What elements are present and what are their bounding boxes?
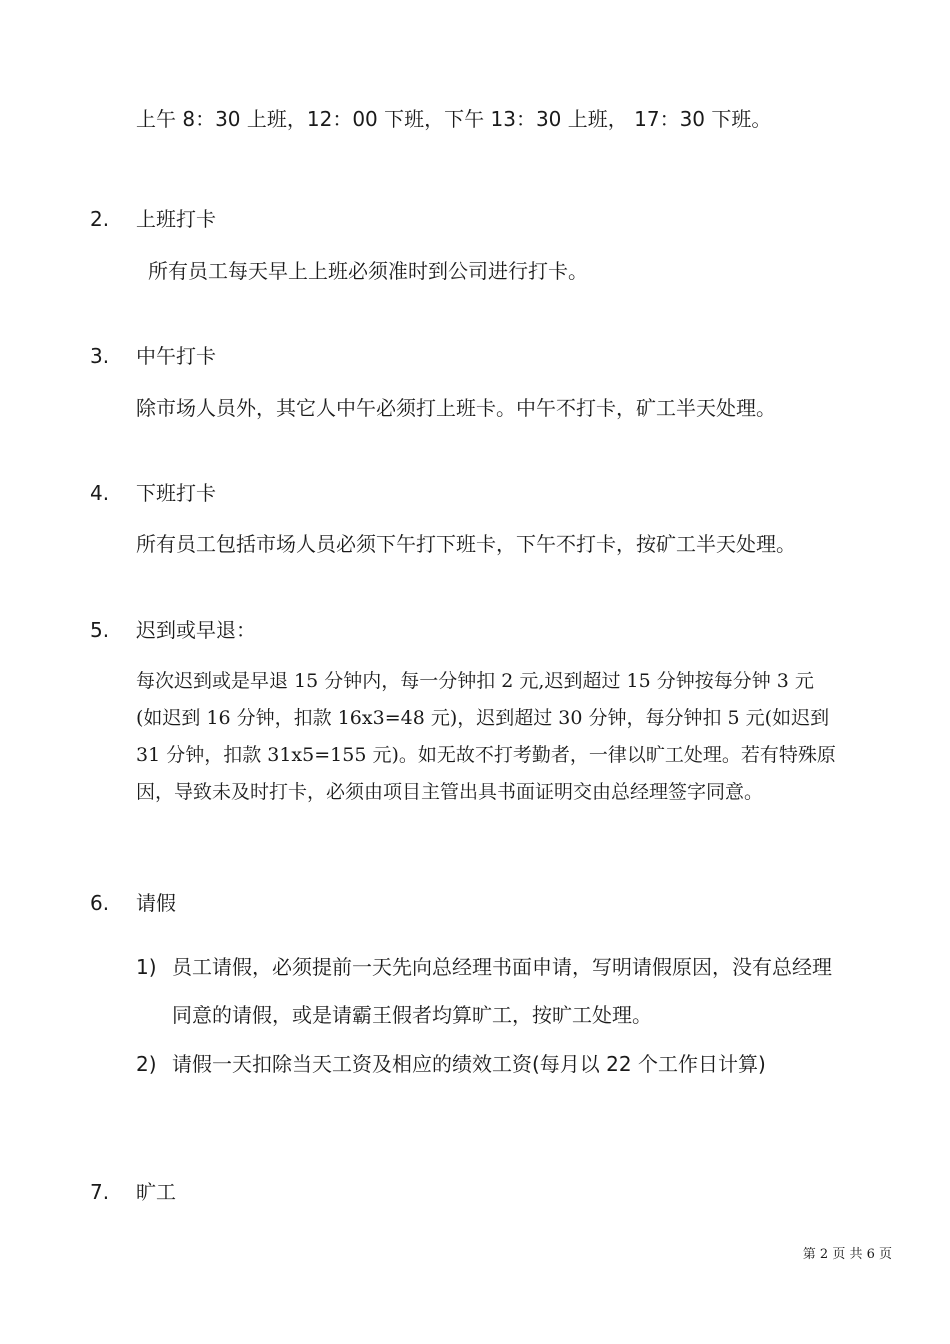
section-5-body-line: 每次迟到或是早退 15 分钟内，每一分钟扣 2 元,迟到超过 15 分钟按每分钟 3 元	[136, 670, 814, 692]
section-6-number: 6.	[90, 891, 110, 915]
section-4-body: 所有员工包括市场人员必须下午打下班卡，下午不打卡，按矿工半天处理。	[136, 532, 796, 556]
section-5-body-line: (如迟到 16 分钟，扣款 16x3=48 元)，迟到超过 30 分钟，每分钟扣 5 元(如迟到	[136, 707, 830, 729]
section-7-number: 7.	[90, 1180, 110, 1204]
page-number-footer: 第 2 页 共 6 页	[802, 1247, 892, 1262]
section-5-body-line: 31 分钟，扣款 31x5=155 元)。如无故不打考勤者，一律以旷工处理。若有特殊原	[136, 744, 836, 766]
section-5-body-line: 因，导致未及时打卡，必须由项目主管出具书面证明交由总经理签字同意。	[136, 781, 764, 803]
leave-item-1-number: 1)	[136, 955, 157, 979]
section-2-title: 上班打卡	[136, 207, 216, 231]
work-hours-text: 上午 8：30 上班，12：00 下班，下午 13：30 上班， 17：30 下班。	[136, 107, 772, 131]
section-6-title: 请假	[136, 891, 176, 915]
section-2-number: 2.	[90, 207, 110, 231]
leave-item-2-line: 请假一天扣除当天工资及相应的绩效工资(每月以 22 个工作日计算)	[172, 1052, 766, 1076]
leave-item-1-line: 同意的请假，或是请霸王假者均算旷工，按旷工处理。	[172, 1003, 652, 1027]
leave-item-2-number: 2)	[136, 1052, 157, 1076]
leave-item-1-line: 员工请假，必须提前一天先向总经理书面申请，写明请假原因，没有总经理	[172, 955, 832, 979]
section-7-title: 旷工	[136, 1180, 176, 1204]
section-4-title: 下班打卡	[136, 481, 216, 505]
section-5-title: 迟到或早退：	[136, 618, 256, 642]
section-5-number: 5.	[90, 618, 110, 642]
section-3-body: 除市场人员外，其它人中午必须打上班卡。中午不打卡，矿工半天处理。	[136, 396, 776, 420]
section-2-body: 所有员工每天早上上班必须准时到公司进行打卡。	[148, 259, 588, 283]
section-3-number: 3.	[90, 344, 110, 368]
section-3-title: 中午打卡	[136, 344, 216, 368]
section-4-number: 4.	[90, 481, 110, 505]
